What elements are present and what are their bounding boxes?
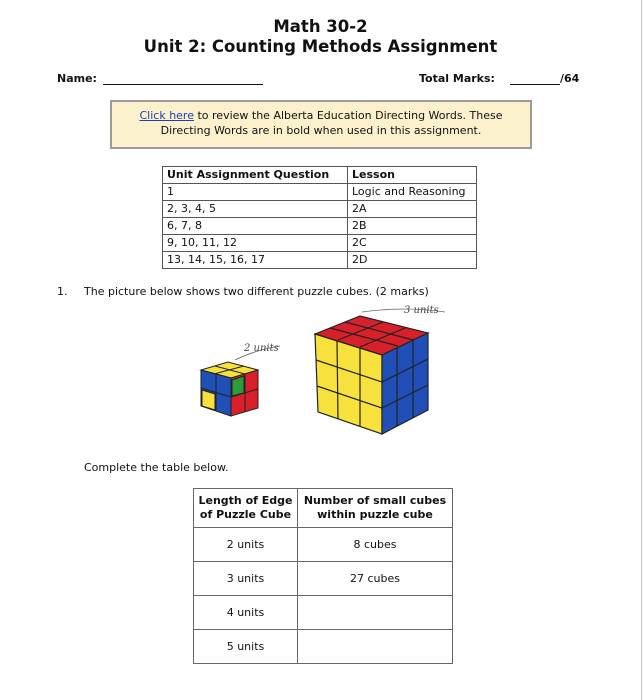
table-row bbox=[163, 184, 477, 201]
lesson-table-lesson-cell: 2A bbox=[348, 201, 477, 218]
small-cube-edge-label: 2 units bbox=[244, 343, 279, 354]
notice-line-1-text: to review the Alberta Education Directing Words. These bbox=[193, 109, 503, 122]
question-1-text: The picture below shows two different puzzle cubes. (2 marks) bbox=[84, 285, 429, 298]
name-label: Name: bbox=[57, 72, 97, 85]
lesson-table-lesson-cell: 2D bbox=[348, 252, 477, 269]
table-row bbox=[163, 218, 477, 235]
lesson-table-lesson-cell: 2C bbox=[348, 235, 477, 252]
name-field-line[interactable] bbox=[103, 84, 263, 85]
edge-length-cell: 3 units bbox=[194, 562, 298, 596]
lesson-table-header-lesson: Lesson bbox=[348, 167, 477, 184]
small-cubes-count-cell[interactable]: 27 cubes bbox=[298, 562, 453, 596]
total-marks-label: Total Marks: bbox=[419, 72, 495, 85]
table-row bbox=[194, 528, 453, 562]
edge-length-cell: 5 units bbox=[194, 630, 298, 664]
click-here-link[interactable]: Click here bbox=[139, 109, 194, 122]
edge-length-cell: 2 units bbox=[194, 528, 298, 562]
puzzle-cube-table bbox=[193, 488, 453, 664]
lesson-table-question-cell: 13, 14, 15, 16, 17 bbox=[163, 252, 348, 269]
question-1-number: 1. bbox=[57, 285, 68, 298]
table-row bbox=[163, 235, 477, 252]
table-row bbox=[194, 562, 453, 596]
table-row bbox=[163, 252, 477, 269]
large-puzzle-cube-illustration bbox=[310, 300, 460, 440]
lesson-table-question-cell: 9, 10, 11, 12 bbox=[163, 235, 348, 252]
small-cubes-count-cell[interactable] bbox=[298, 596, 453, 630]
lesson-table-question-cell: 1 bbox=[163, 184, 348, 201]
lesson-table-lesson-cell: 2B bbox=[348, 218, 477, 235]
lesson-table-header-question: Unit Assignment Question bbox=[163, 167, 348, 184]
lesson-table bbox=[162, 166, 477, 269]
lesson-table-lesson-cell: Logic and Reasoning bbox=[348, 184, 477, 201]
small-cubes-count-cell[interactable]: 8 cubes bbox=[298, 528, 453, 562]
edge-length-cell: 4 units bbox=[194, 596, 298, 630]
small-cubes-header-line-1: Number of small cubes bbox=[303, 494, 447, 507]
lesson-table-question-cell: 2, 3, 4, 5 bbox=[163, 201, 348, 218]
directing-words-notice bbox=[110, 100, 532, 149]
lesson-table-question-cell: 6, 7, 8 bbox=[163, 218, 348, 235]
small-cubes-count-cell[interactable] bbox=[298, 630, 453, 664]
lesson-table-header bbox=[163, 167, 477, 184]
page-title: Math 30-2 bbox=[273, 17, 368, 36]
edge-length-header-line-2: of Puzzle Cube bbox=[199, 508, 292, 521]
notice-line-1 bbox=[112, 108, 530, 123]
total-marks-max: /64 bbox=[560, 72, 580, 85]
edge-length-header-line-1: Length of Edge bbox=[198, 494, 293, 507]
page-subtitle: Unit 2: Counting Methods Assignment bbox=[143, 37, 498, 56]
total-marks-field-line[interactable] bbox=[510, 84, 560, 85]
puzzle-cube-table-header bbox=[194, 489, 453, 528]
table-row bbox=[163, 201, 477, 218]
notice-line-2: Directing Words are in bold when used in this assignment. bbox=[160, 124, 482, 137]
small-cubes-header bbox=[298, 489, 453, 528]
edge-length-header bbox=[194, 489, 298, 528]
small-cubes-header-line-2: within puzzle cube bbox=[317, 508, 433, 521]
table-row bbox=[194, 596, 453, 630]
table-row bbox=[194, 630, 453, 664]
large-cube-edge-label: 3 units bbox=[404, 305, 439, 316]
table-instruction: Complete the table below. bbox=[84, 461, 229, 474]
